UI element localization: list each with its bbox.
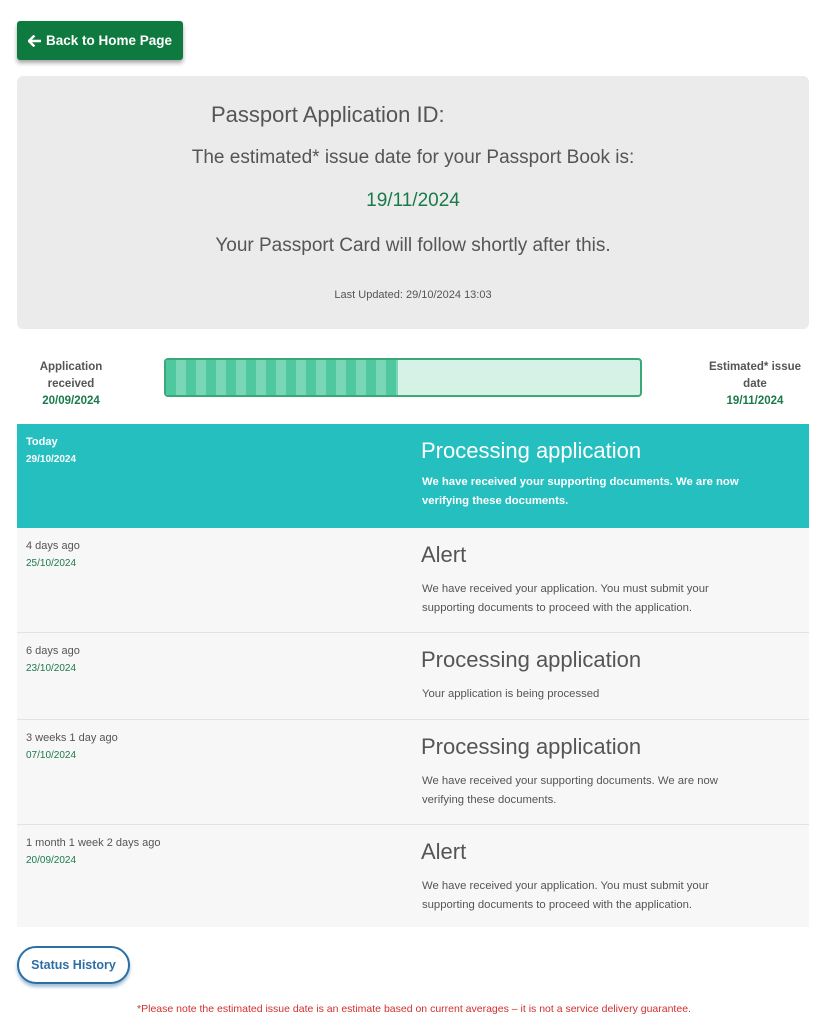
timeline-entry xyxy=(17,720,809,825)
timeline-description xyxy=(422,473,772,511)
progress-start-date: 20/09/2024 xyxy=(42,395,100,407)
timeline-description-line: We have received your supporting documents. We are now xyxy=(422,476,739,488)
timeline-description-line: We have received your application. You must submit your xyxy=(422,583,709,595)
timeline-description xyxy=(422,685,772,704)
timeline-relative-time: Today xyxy=(26,436,58,448)
timeline-title: Alert xyxy=(421,839,467,864)
progress-end-label xyxy=(700,359,810,410)
timeline-relative-time: 6 days ago xyxy=(26,645,80,657)
timeline-entry xyxy=(17,528,809,633)
timeline-description-line: supporting documents to proceed with the application. xyxy=(422,602,693,614)
timeline-entry xyxy=(17,825,809,927)
timeline-description xyxy=(422,580,772,618)
timeline-date: 23/10/2024 xyxy=(26,663,77,674)
progress-start-label xyxy=(20,359,122,410)
last-updated-timestamp: Last Updated: 29/10/2024 13:03 xyxy=(334,289,492,301)
timeline-title: Processing application xyxy=(421,734,642,759)
estimated-issue-date: 19/11/2024 xyxy=(366,190,460,211)
timeline-title: Processing application xyxy=(421,438,642,463)
estimate-disclaimer: *Please note the estimated issue date is an estimate based on current averages – it is not a service delivery guarantee. xyxy=(137,1003,691,1015)
back-button-label: Back to Home Page xyxy=(45,33,173,48)
progress-end-date: 19/11/2024 xyxy=(726,395,784,407)
timeline-relative-time: 4 days ago xyxy=(26,540,80,552)
timeline-entry xyxy=(17,633,809,720)
timeline-description-line: verifying these documents. xyxy=(422,495,569,507)
timeline-description xyxy=(422,772,772,810)
timeline-description-line: supporting documents to proceed with the application. xyxy=(422,899,693,911)
timeline-date: 07/10/2024 xyxy=(26,750,77,761)
progress-bar xyxy=(164,358,642,397)
application-id-label: Passport Application ID: xyxy=(211,102,445,127)
progress-start-line2: received xyxy=(47,378,95,390)
timeline-description-line: Your application is being processed xyxy=(422,688,600,700)
progress-bar-fill xyxy=(166,360,398,395)
timeline-description-line: We have received your application. You must submit your xyxy=(422,880,709,892)
application-summary-panel xyxy=(17,76,809,329)
arrow-left-icon xyxy=(28,35,41,47)
timeline-description xyxy=(422,877,772,915)
timeline-title: Processing application xyxy=(421,647,642,672)
progress-start-line1: Application xyxy=(39,361,103,373)
timeline-description-line: We have received your supporting documents. We are now xyxy=(422,775,718,787)
progress-end-line2: date xyxy=(743,378,767,390)
timeline-entry-current xyxy=(17,424,809,528)
timeline-description-line: verifying these documents. xyxy=(422,794,557,806)
timeline-date: 29/10/2024 xyxy=(26,454,77,465)
back-to-home-button[interactable] xyxy=(17,21,183,60)
timeline-relative-time: 1 month 1 week 2 days ago xyxy=(26,837,161,849)
status-timeline xyxy=(17,424,809,927)
timeline-title: Alert xyxy=(421,542,467,567)
estimate-label: The estimated* issue date for your Passport Book is: xyxy=(191,147,635,168)
timeline-relative-time: 3 weeks 1 day ago xyxy=(26,732,118,744)
passport-card-note: Your Passport Card will follow shortly after this. xyxy=(215,235,611,256)
status-history-button[interactable]: Status History xyxy=(17,946,130,984)
timeline-date: 25/10/2024 xyxy=(26,558,77,569)
timeline-date: 20/09/2024 xyxy=(26,855,77,866)
progress-end-line1: Estimated* issue xyxy=(708,361,802,373)
